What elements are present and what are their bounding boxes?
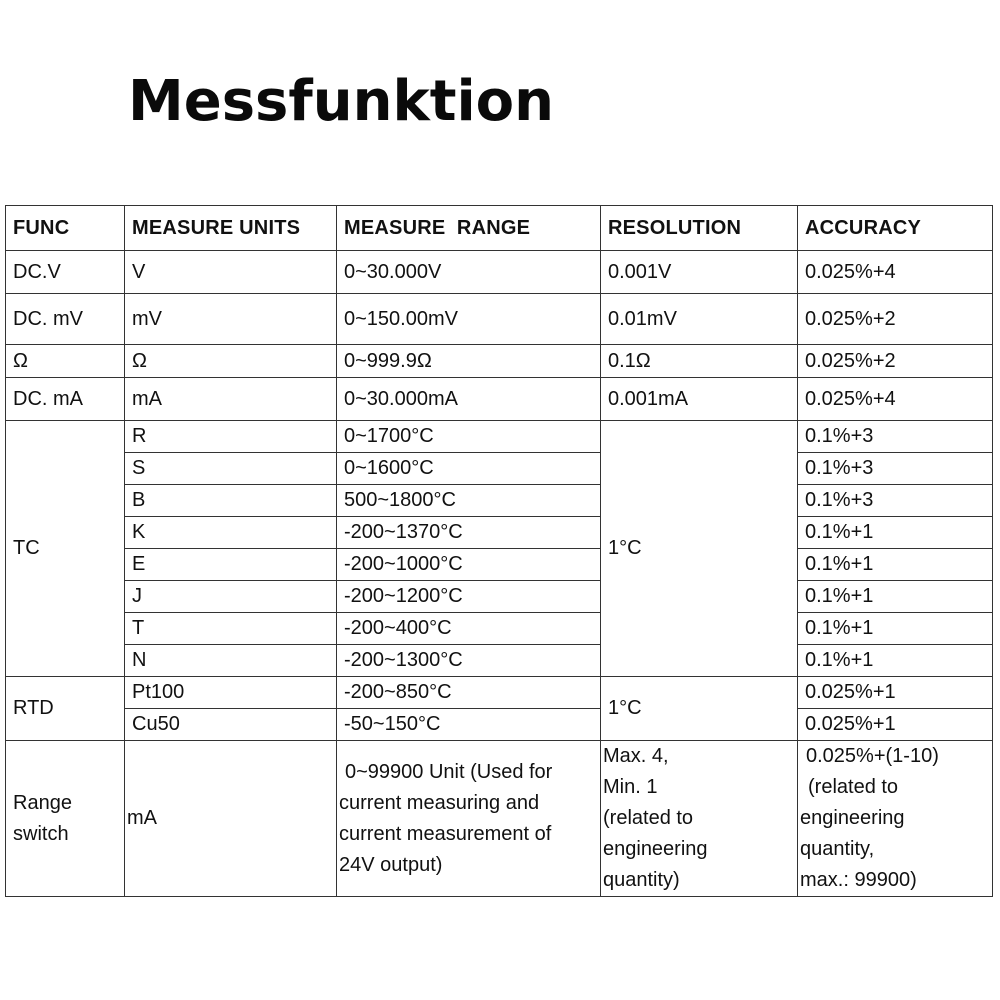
cell-units: R xyxy=(125,421,337,453)
cell-range: -200~400°C xyxy=(337,613,601,645)
func-line: switch xyxy=(13,822,69,845)
cell-accuracy: 0.025%+2 xyxy=(798,345,993,378)
accuracy-line: max.: 99900) xyxy=(800,869,917,891)
cell-accuracy: 0.1%+1 xyxy=(798,613,993,645)
header-func: FUNC xyxy=(6,206,125,251)
cell-units: Cu50 xyxy=(125,709,337,741)
cell-resolution-rtd: 1°C xyxy=(601,677,798,741)
cell-accuracy: 0.025%+4 xyxy=(798,251,993,294)
table-row-tc xyxy=(6,613,993,645)
header-measure-range: MEASURE RANGE xyxy=(337,206,601,251)
cell-range: -200~1000°C xyxy=(337,549,601,581)
cell-resolution: 0.01mV xyxy=(601,294,798,345)
cell-accuracy: 0.1%+3 xyxy=(798,421,993,453)
cell-accuracy: 0.1%+1 xyxy=(798,581,993,613)
func-line: Range xyxy=(13,791,72,814)
cell-units: Pt100 xyxy=(125,677,337,709)
cell-range: 0~30.000mA xyxy=(337,378,601,421)
header-measure-units: MEASURE UNITS xyxy=(125,206,337,251)
cell-units: B xyxy=(125,485,337,517)
cell-func: Ω xyxy=(6,345,125,378)
table-row-ohm xyxy=(6,345,993,378)
table-row-tc xyxy=(6,421,993,453)
accuracy-line: engineering xyxy=(800,807,905,829)
table-row-tc xyxy=(6,453,993,485)
cell-resolution: 0.1Ω xyxy=(601,345,798,378)
header-resolution: RESOLUTION xyxy=(601,206,798,251)
cell-range: -200~1200°C xyxy=(337,581,601,613)
accuracy-line: quantity, xyxy=(800,838,875,860)
cell-func: DC.V xyxy=(6,251,125,294)
cell-func-rtd: RTD xyxy=(6,677,125,741)
cell-range: 0~30.000V xyxy=(337,251,601,294)
cell-resolution-tc: 1°C xyxy=(601,421,798,677)
page-title: Messfunktion xyxy=(128,69,555,134)
table-row-tc xyxy=(6,549,993,581)
cell-accuracy: 0.025%+4 xyxy=(798,378,993,421)
cell-range: 0~1700°C xyxy=(337,421,601,453)
cell-units: mA xyxy=(125,741,337,897)
header-accuracy: ACCURACY xyxy=(798,206,993,251)
cell-range: -200~1370°C xyxy=(337,517,601,549)
cell-range: 0~1600°C xyxy=(337,453,601,485)
cell-units: S xyxy=(125,453,337,485)
cell-range: 500~1800°C xyxy=(337,485,601,517)
cell-accuracy: 0.025%+1 xyxy=(798,709,993,741)
cell-resolution: 0.001mA xyxy=(601,378,798,421)
range-line: 0~99900 Unit (Used for xyxy=(345,760,553,783)
cell-accuracy: 0.025%+2 xyxy=(798,294,993,345)
table-row-rtd xyxy=(6,677,993,709)
table-row-dcmv xyxy=(6,294,993,345)
cell-accuracy: 0.025%+1 xyxy=(798,677,993,709)
table-row-tc xyxy=(6,485,993,517)
table-row-dcma xyxy=(6,378,993,421)
cell-resolution xyxy=(601,741,798,897)
cell-range: 0~999.9Ω xyxy=(337,345,601,378)
cell-units: E xyxy=(125,549,337,581)
cell-accuracy: 0.1%+3 xyxy=(798,453,993,485)
table-row-tc xyxy=(6,517,993,549)
cell-units: mA xyxy=(125,378,337,421)
accuracy-line: (related to xyxy=(808,776,899,798)
accuracy-line: 0.025%+(1-10) xyxy=(806,745,939,767)
resolution-line: quantity) xyxy=(603,869,680,891)
table-row-rtd xyxy=(6,709,993,741)
table-row-tc xyxy=(6,645,993,677)
cell-units: J xyxy=(125,581,337,613)
cell-accuracy: 0.1%+1 xyxy=(798,517,993,549)
cell-range: -50~150°C xyxy=(337,709,601,741)
cell-units: K xyxy=(125,517,337,549)
table-row-dcv xyxy=(6,251,993,294)
cell-range xyxy=(337,741,601,897)
cell-range: -200~850°C xyxy=(337,677,601,709)
table-row-tc xyxy=(6,581,993,613)
cell-range: -200~1300°C xyxy=(337,645,601,677)
cell-units: T xyxy=(125,613,337,645)
cell-func: DC. mA xyxy=(6,378,125,421)
table-header-row xyxy=(6,206,993,251)
cell-func: DC. mV xyxy=(6,294,125,345)
cell-range: 0~150.00mV xyxy=(337,294,601,345)
resolution-line: engineering xyxy=(603,838,708,860)
range-line: current measuring and xyxy=(339,791,540,814)
cell-units: V xyxy=(125,251,337,294)
cell-units: mV xyxy=(125,294,337,345)
resolution-line: (related to xyxy=(603,807,694,829)
cell-accuracy: 0.1%+3 xyxy=(798,485,993,517)
cell-func-tc: TC xyxy=(6,421,125,677)
range-line: current measurement of xyxy=(339,822,552,845)
cell-units: Ω xyxy=(125,345,337,378)
cell-units: N xyxy=(125,645,337,677)
cell-resolution: 0.001V xyxy=(601,251,798,294)
resolution-line: Min. 1 xyxy=(603,776,658,798)
range-line: 24V output) xyxy=(339,853,443,876)
table-row-range-switch xyxy=(6,741,993,897)
measurement-spec-table xyxy=(5,205,993,897)
cell-accuracy xyxy=(798,741,993,897)
cell-func-range-switch xyxy=(6,741,125,897)
cell-accuracy: 0.1%+1 xyxy=(798,645,993,677)
resolution-line: Max. 4, xyxy=(603,745,669,767)
cell-accuracy: 0.1%+1 xyxy=(798,549,993,581)
